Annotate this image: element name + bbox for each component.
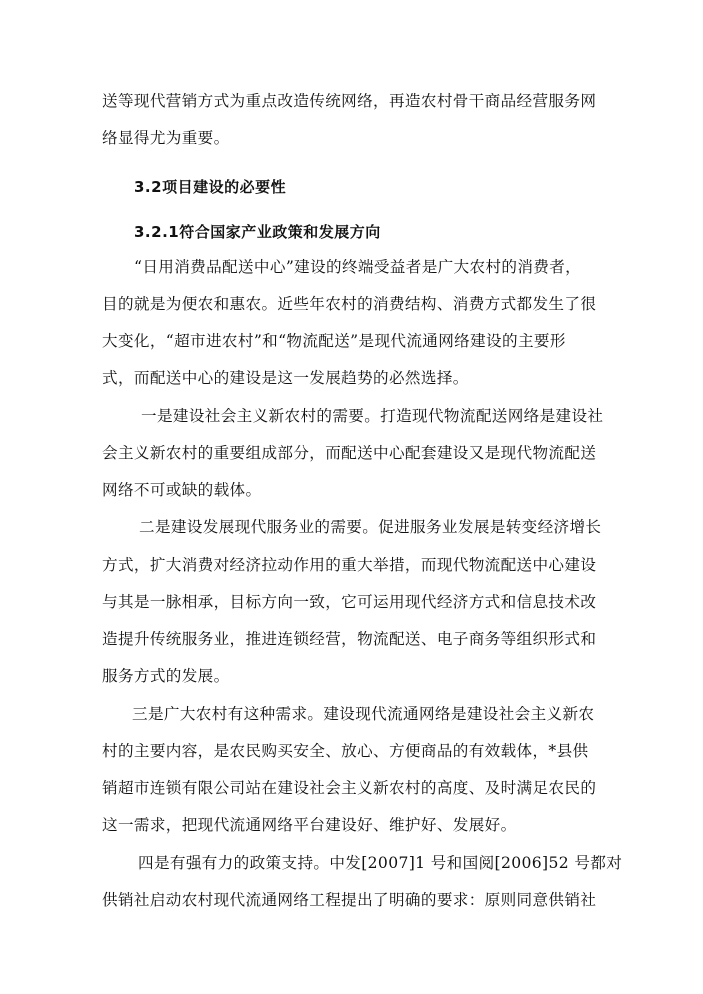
text-line-5: “日用消费品配送中心”建设的终端受益者是广大农村的消费者， [134, 258, 582, 276]
subsection-heading-3-2-1: 3.2.1符合国家产业政策和发展方向 [134, 223, 381, 241]
text-line-6: 目的就是为便农和惠农。近些年农村的消费结构、消费方式都发生了很 [102, 295, 597, 313]
text-line-18: 村的主要内容，是农民购买安全、放心、方便商品的有效载体，*县供 [102, 742, 589, 760]
text-line-14: 与其是一脉相承，目标方向一致，它可运用现代经济方式和信息技术改 [102, 593, 597, 611]
text-line-2: 络显得尤为重要。 [102, 129, 230, 147]
text-line-21: 四是有强有力的政策支持。中发[2007]1 号和国阅[2006]52 号都对 [138, 854, 623, 872]
text-line-8: 式，而配送中心的建设是这一发展趋势的必然选择。 [102, 369, 469, 387]
text-line-16: 服务方式的发展。 [102, 667, 230, 685]
text-line-11: 网络不可或缺的载体。 [102, 481, 262, 499]
text-line-12: 二是建设发展现代服务业的需要。促进服务业发展是转变经济增长 [139, 518, 602, 536]
text-line-13: 方式，扩大消费对经济拉动作用的重大举措，而现代物流配送中心建设 [102, 556, 597, 574]
text-line-7: 大变化，“超市进农村”和“物流配送”是现代流通网络建设的主要形 [102, 332, 566, 350]
text-line-10: 会主义新农村的重要组成部分，而配送中心配套建设又是现代物流配送 [102, 444, 597, 462]
text-line-15: 造提升传统服务业，推进连锁经营，物流配送、电子商务等组织形式和 [102, 630, 597, 648]
text-line-9: 一是建设社会主义新农村的需要。打造现代物流配送网络是建设社 [141, 407, 604, 425]
text-line-20: 这一需求，把现代流通网络平台建设好、维护好、发展好。 [102, 816, 517, 834]
text-line-17: 三是广大农村有这种需求。建设现代流通网络是建设社会主义新农 [132, 705, 595, 723]
text-line-19: 销超市连锁有限公司站在建设社会主义新农村的高度、及时满足农民的 [102, 779, 597, 797]
section-heading-3-2: 3.2项目建设的必要性 [134, 178, 287, 196]
text-line-22: 供销社启动农村现代流通网络工程提出了明确的要求：原则同意供销社 [102, 891, 597, 909]
text-line-1: 送等现代营销方式为重点改造传统网络，再造农村骨干商品经营服务网 [102, 92, 597, 110]
